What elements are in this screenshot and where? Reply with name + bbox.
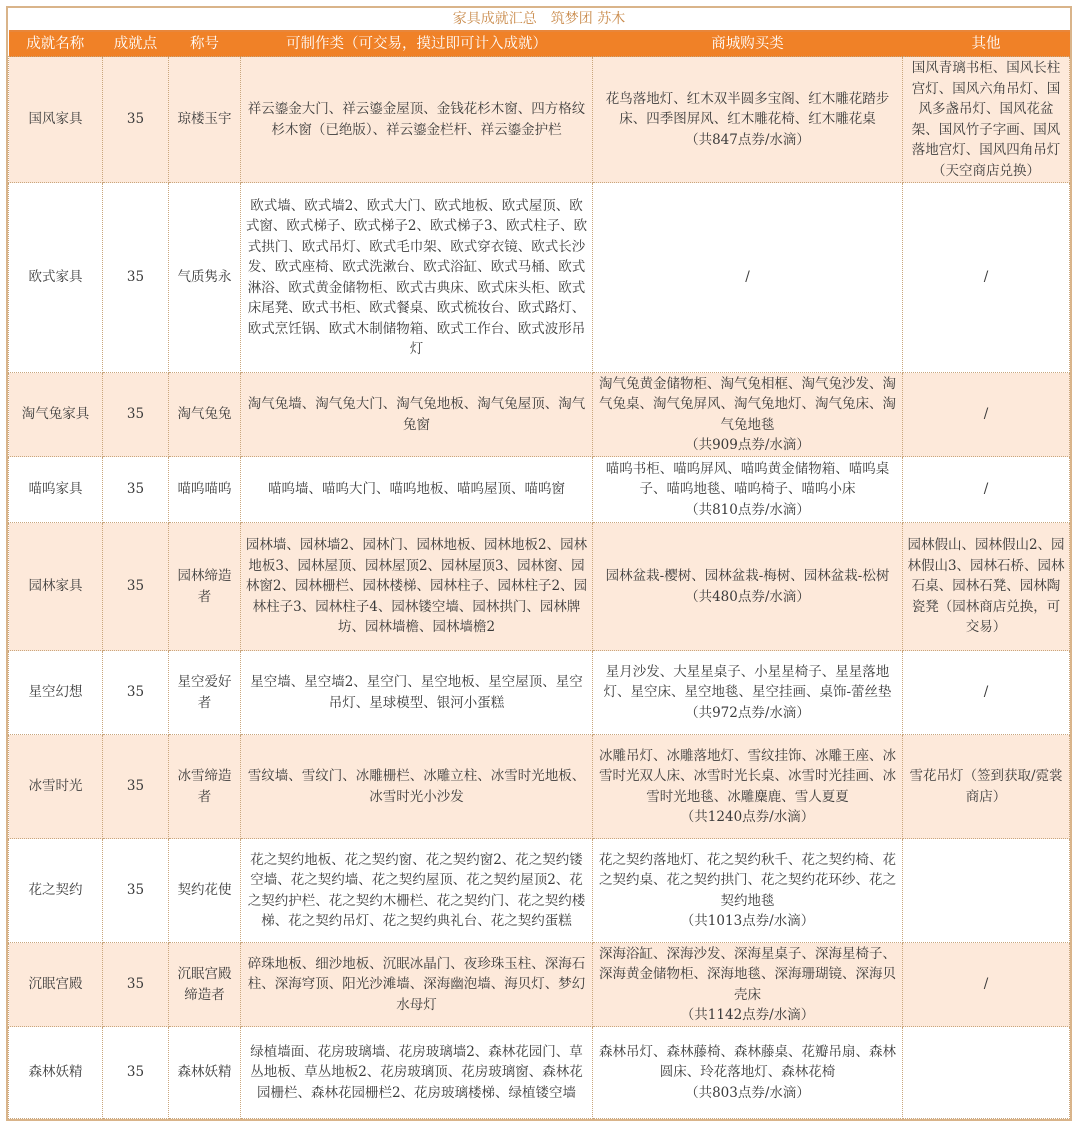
other-cell: / xyxy=(903,183,1070,373)
header-shop: 商城购买类 xyxy=(593,31,903,57)
shop-total: （共480点券/水滴） xyxy=(685,588,810,605)
shop-items: 喵呜书柜、喵呜屏风、喵呜黄金储物箱、喵呜桌子、喵呜地毯、喵呜椅子、喵呜小床 xyxy=(605,460,890,498)
title-cell: 淘气兔兔 xyxy=(169,373,241,457)
craftable-cell: 星空墙、星空墙2、星空门、星空地板、星空屋顶、星空吊灯、星球模型、银河小蛋糕 xyxy=(241,651,593,735)
shop-items: 星月沙发、大星星桌子、小星星椅子、星星落地灯、星空床、星空地毯、星空挂画、桌饰-蕾丝垫 xyxy=(603,663,892,701)
achievement-name-cell: 国风家具 xyxy=(9,57,103,183)
shop-cell xyxy=(593,943,903,1027)
achievement-name-cell: 沉眠宫殿 xyxy=(9,943,103,1027)
header-title: 称号 xyxy=(169,31,241,57)
other-cell: / xyxy=(903,457,1070,523)
achievement-name-cell: 园林家具 xyxy=(9,523,103,651)
shop-cell xyxy=(593,735,903,839)
achievement-name-cell: 喵呜家具 xyxy=(9,457,103,523)
shop-items: 淘气兔黄金储物柜、淘气兔相框、淘气兔沙发、淘气兔桌、淘气兔屏风、淘气兔地灯、淘气兔床、淘气兔地毯 xyxy=(599,375,896,433)
craftable-cell: 淘气兔墙、淘气兔大门、淘气兔地板、淘气兔屋顶、淘气兔窗 xyxy=(241,373,593,457)
points-cell: 35 xyxy=(103,735,169,839)
shop-items: 园林盆栽-樱树、园林盆栽-梅树、园林盆栽-松树 xyxy=(605,568,890,584)
other-cell: / xyxy=(903,373,1070,457)
shop-total: （共1013点券/水滴） xyxy=(680,913,815,929)
points-cell: 35 xyxy=(103,943,169,1027)
title-cell: 喵呜喵呜 xyxy=(169,457,241,523)
craftable-cell: 花之契约地板、花之契约窗、花之契约窗2、花之契约镂空墙、花之契约墙、花之契约屋顶、花之契约屋顶2、花之契约护栏、花之契约木栅栏、花之契约门、花之契约楼梯、花之契约吊灯、花之契约典礼台、花之契约蛋糕 xyxy=(241,839,593,943)
craftable-cell: 园林墙、园林墙2、园林门、园林地板、园林地板2、园林地板3、园林屋顶、园林屋顶2、园林屋顶3、园林窗、园林窗2、园林栅栏、园林楼梯、园林柱子、园林柱子2、园林柱子3、园林柱子4、园林镂空墙、园林拱门、园林牌坊、园林墙檐、园林墙檐2 xyxy=(241,523,593,651)
title-cell: 冰雪缔造者 xyxy=(169,735,241,839)
points-cell: 35 xyxy=(103,373,169,457)
shop-items: 花之契约落地灯、花之契约秋千、花之契约椅、花之契约桌、花之契约拱门、花之契约花环纱、花之契约地毯 xyxy=(599,851,896,909)
other-cell xyxy=(903,839,1070,943)
shop-items: 森林吊灯、森林藤椅、森林藤桌、花瓣吊扇、森林圆床、玲花落地灯、森林花椅 xyxy=(599,1043,896,1081)
achievement-name-cell: 星空幻想 xyxy=(9,651,103,735)
title-cell: 森林妖精 xyxy=(169,1027,241,1119)
craftable-cell: 喵呜墙、喵呜大门、喵呜地板、喵呜屋顶、喵呜窗 xyxy=(241,457,593,523)
craftable-cell: 绿植墙面、花房玻璃墙、花房玻璃墙2、森林花园门、草丛地板、草丛地板2、花房玻璃顶、花房玻璃窗、森林花园栅栏、森林花园栅栏2、花房玻璃楼梯、绿植镂空墙 xyxy=(241,1027,593,1119)
other-cell: / xyxy=(903,651,1070,735)
craftable-cell: 欧式墙、欧式墙2、欧式大门、欧式地板、欧式屋顶、欧式窗、欧式梯子、欧式梯子2、欧式梯子3、欧式柱子、欧式拱门、欧式吊灯、欧式毛巾架、欧式穿衣镜、欧式长沙发、欧式座椅、欧式洗漱台、欧式浴缸、欧式马桶、欧式淋浴、欧式黄金储物柜、欧式古典床、欧式床头柜、欧式床尾凳、欧式书柜、欧式餐桌、欧式梳妆台、欧式路灯、欧式烹饪锅、欧式木制储物箱、欧式工作台、欧式波形吊灯 xyxy=(241,183,593,373)
sheet-title: 家具成就汇总 筑梦团 苏木 xyxy=(9,8,1070,31)
shop-items: 花鸟落地灯、红木双半圆多宝阁、红木雕花踏步床、四季图屏风、红木雕花椅、红木雕花桌 xyxy=(605,90,890,128)
other-cell: 园林假山、园林假山2、园林假山3、园林石桥、园林石桌、园林石凳、园林陶瓷凳（园林商店兑换，可交易） xyxy=(903,523,1070,651)
table-body xyxy=(9,57,1070,1119)
header-craftable: 可制作类（可交易，摸过即可计入成就） xyxy=(241,31,593,57)
achievement-name-cell: 花之契约 xyxy=(9,839,103,943)
points-cell: 35 xyxy=(103,457,169,523)
furniture-achievement-table xyxy=(8,8,1070,1119)
title-row xyxy=(9,8,1070,31)
points-cell: 35 xyxy=(103,839,169,943)
shop-cell xyxy=(593,457,903,523)
table-row xyxy=(9,735,1070,839)
header-row xyxy=(9,31,1070,57)
craftable-cell: 雪纹墙、雪纹门、冰雕栅栏、冰雕立柱、冰雪时光地板、冰雪时光小沙发 xyxy=(241,735,593,839)
table-row xyxy=(9,839,1070,943)
shop-total: （共810点券/水滴） xyxy=(685,501,810,518)
table-row xyxy=(9,943,1070,1027)
craftable-cell: 碎珠地板、细沙地板、沉眠冰晶门、夜珍珠玉柱、深海石柱、深海穹顶、阳光沙滩墙、深海幽泡墙、海贝灯、梦幻水母灯 xyxy=(241,943,593,1027)
shop-cell xyxy=(593,1027,903,1119)
header-points: 成就点 xyxy=(103,31,169,57)
points-cell: 35 xyxy=(103,1027,169,1119)
shop-cell xyxy=(593,523,903,651)
header-other: 其他 xyxy=(903,31,1070,57)
achievement-name-cell: 淘气兔家具 xyxy=(9,373,103,457)
shop-items: 冰雕吊灯、冰雕落地灯、雪纹挂饰、冰雕王座、冰雪时光双人床、冰雪时光长桌、冰雪时光挂画、冰雪时光地毯、冰雕麋鹿、雪人夏夏 xyxy=(599,747,896,805)
shop-total: （共1240点券/水滴） xyxy=(680,809,815,825)
points-cell: 35 xyxy=(103,523,169,651)
title-cell: 园林缔造者 xyxy=(169,523,241,651)
title-cell: 琼楼玉宇 xyxy=(169,57,241,183)
shop-total: （共972点券/水滴） xyxy=(685,704,810,721)
table-row xyxy=(9,57,1070,183)
shop-total: （共803点券/水滴） xyxy=(685,1084,810,1101)
shop-items: 深海浴缸、深海沙发、深海星桌子、深海星椅子、深海黄金储物柜、深海地毯、深海珊瑚镜、深海贝壳床 xyxy=(599,945,896,1003)
other-cell: 国风青璃书柜、国风长柱宫灯、国风六角吊灯、国风多盏吊灯、国风花盆架、国风竹子字画、国风落地宫灯、国风四角吊灯（天空商店兑换） xyxy=(903,57,1070,183)
achievement-name-cell: 森林妖精 xyxy=(9,1027,103,1119)
points-cell: 35 xyxy=(103,57,169,183)
other-cell xyxy=(903,1027,1070,1119)
table-row xyxy=(9,523,1070,651)
shop-cell xyxy=(593,651,903,735)
shop-total: （共909点券/水滴） xyxy=(685,437,810,453)
achievement-name-cell: 冰雪时光 xyxy=(9,735,103,839)
other-cell: 雪花吊灯（签到获取/霓裳商店） xyxy=(903,735,1070,839)
title-cell: 星空爱好者 xyxy=(169,651,241,735)
points-cell: 35 xyxy=(103,183,169,373)
other-cell: / xyxy=(903,943,1070,1027)
shop-cell xyxy=(593,57,903,183)
table-row xyxy=(9,1027,1070,1119)
shop-items: / xyxy=(745,269,750,286)
shop-cell xyxy=(593,839,903,943)
table-row xyxy=(9,183,1070,373)
title-cell: 契约花使 xyxy=(169,839,241,943)
title-cell: 气质隽永 xyxy=(169,183,241,373)
achievement-sheet xyxy=(6,6,1072,1121)
table-row xyxy=(9,457,1070,523)
table-row xyxy=(9,373,1070,457)
title-cell: 沉眠宫殿缔造者 xyxy=(169,943,241,1027)
achievement-name-cell: 欧式家具 xyxy=(9,183,103,373)
shop-cell xyxy=(593,183,903,373)
shop-total: （共847点券/水滴） xyxy=(685,131,810,148)
craftable-cell: 祥云鎏金大门、祥云鎏金屋顶、金钱花杉木窗、四方格纹杉木窗（已绝版）、祥云鎏金栏杆、祥云鎏金护栏 xyxy=(241,57,593,183)
shop-cell xyxy=(593,373,903,457)
shop-total: （共1142点券/水滴） xyxy=(680,1007,815,1023)
header-achievement-name: 成就名称 xyxy=(9,31,103,57)
points-cell: 35 xyxy=(103,651,169,735)
table-row xyxy=(9,651,1070,735)
